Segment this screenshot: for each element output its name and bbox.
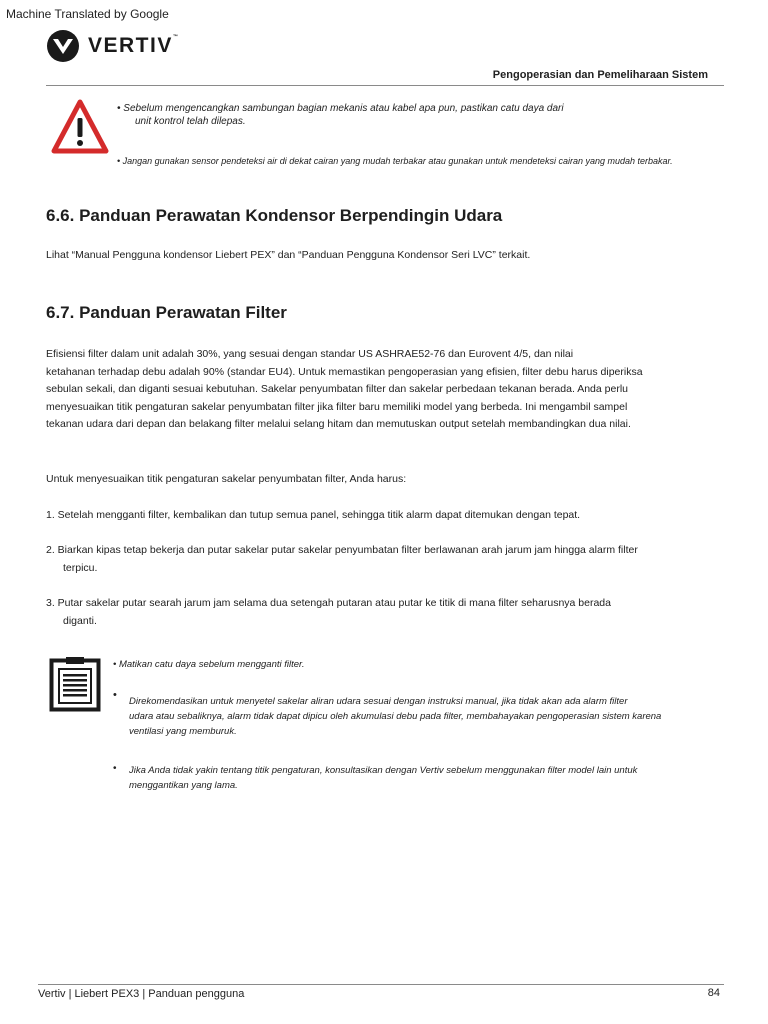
steps-intro: Untuk menyesuaikan titik pengaturan sakelar penyumbatan filter, Anda harus: [46,473,407,485]
notepad-icon [49,656,101,712]
note-2-line: udara atau sebaliknya, alarm tidak dapat dipicu oleh akumulasi debu pada filter, membahayakan pengoperasian sistem karena [129,711,662,722]
header-title: Pengoperasian dan Pemeliharaan Sistem [492,69,708,81]
warning-text-1 [117,102,637,128]
note-3-line: Jika Anda tidak yakin tentang titik pengaturan, konsultasikan dengan Vertiv sebelum menggunakan filter model lain untuk [129,765,638,776]
step-2-cont: terpicu. [63,561,98,574]
warning-line-1-cont: unit kontrol telah dilepas. [135,116,246,127]
note-2-bullet: • [113,689,117,701]
paragraph-line: ketahanan terhadap debu adalah 90% (standar EU4). Untuk memastikan pengoperasian yang efisien, filter debu harus diperiksa [46,365,643,378]
section-6-6-body: Lihat “Manual Pengguna kondensor Liebert PEX” dan “Panduan Pengguna Kondensor Seri LVC” terkait. [46,249,531,261]
note-3-bullet: • [113,763,117,774]
note-2 [129,694,729,739]
warning-text-2: • Jangan gunakan sensor pendeteksi air di dekat cairan yang mudah terbakar atau gunakan untuk mendeteksi cairan yang mudah terbakar. [117,156,673,166]
section-6-7-heading: 6.7. Panduan Perawatan Filter [46,303,287,322]
step-3 [46,595,706,630]
paragraph-line: Efisiensi filter dalam unit adalah 30%, yang sesuai dengan standar US ASHRAE52-76 dan Eurovent 4/5, dan nilai [46,348,574,360]
note-3-line: menggantikan yang lama. [129,780,238,791]
page-number: 84 [707,987,720,999]
paragraph-line: tekanan udara dari depan dan belakang filter melalui selang hitam dan memutuskan output setelah membandingkan dua nilai. [46,418,631,430]
step-3-cont: diganti. [63,614,97,627]
note-2-line: ventilasi yang memburuk. [129,726,237,737]
vertiv-logo [46,29,179,63]
step-1-text: 1. Setelah mengganti filter, kembalikan dan tutup semua panel, sehingga titik alarm dapat ditemukan dengan tepat. [46,509,581,521]
paragraph-line: menyesuaikan titik pengaturan sakelar penyumbatan filter jika filter baru memiliki model yang berbeda. Ini mengambil sampel [46,400,628,413]
section-6-6-heading: 6.6. Panduan Perawatan Kondensor Berpendingin Udara [46,206,503,225]
warning-line-1: • Sebelum mengencangkan sambungan bagian mekanis atau kabel apa pun, pastikan catu daya dari [117,103,564,114]
warning-triangle-icon [50,98,110,156]
section-6-7-paragraph [46,346,706,434]
step-2-text: 2. Biarkan kipas tetap bekerja dan putar sakelar putar sakelar penyumbatan filter berlawanan arah jarum jam hingga alarm filter [46,544,638,556]
note-3 [129,763,689,793]
paragraph-line: sebulan sekali, dan diganti sesuai kebutuhan. Sakelar penyumbatan filter dan sakelar perbedaan tekanan berada. Anda perlu [46,383,628,395]
step-3-text: 3. Putar sakelar putar searah jarum jam selama dua setengah putaran atau putar ke titik di mana filter seharusnya berada [46,597,611,609]
footer-document-title: Vertiv | Liebert PEX3 | Panduan pengguna [38,988,245,1000]
logo-text: VERTIV™ [88,34,180,57]
machine-translation-note: Machine Translated by Google [6,7,169,21]
header-divider [46,85,724,86]
step-2 [46,542,706,577]
vertiv-chevron-icon [46,29,80,63]
note-1: • Matikan catu daya sebelum mengganti filter. [113,659,305,670]
note-2-line: Direkomendasikan untuk menyetel sakelar aliran udara sesuai dengan instruksi manual, jika tidak akan ada alarm filter [129,696,628,707]
step-1 [46,507,706,525]
footer-divider [38,984,724,985]
